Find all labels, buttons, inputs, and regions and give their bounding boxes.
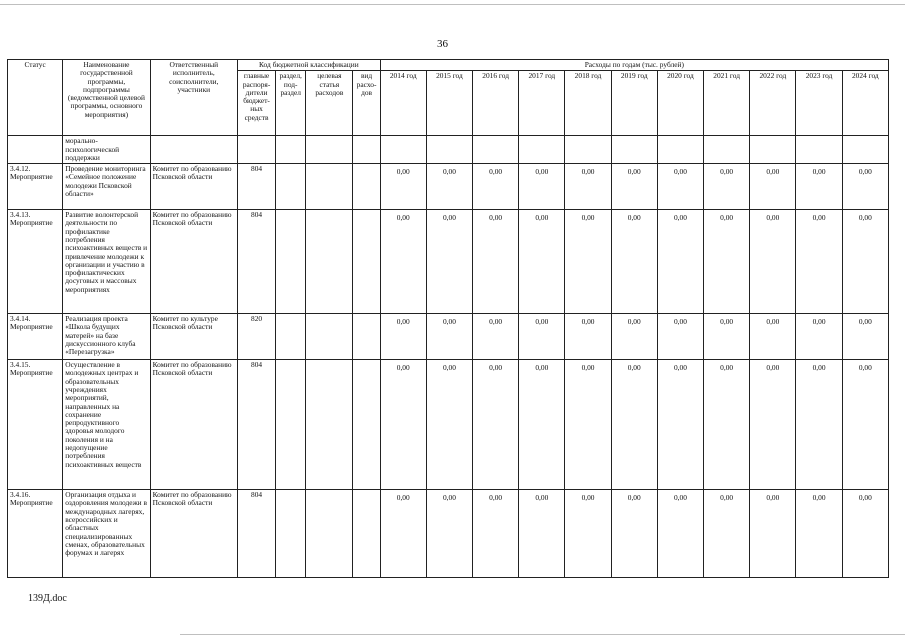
row-value: 0,00	[519, 360, 565, 490]
row-value: 0,00	[380, 314, 426, 360]
header-year: 2024 год	[842, 71, 888, 136]
continuation-name: морально-психологической поддержки	[63, 136, 150, 164]
row-value: 0,00	[380, 164, 426, 210]
row-value: 0,00	[380, 490, 426, 578]
row-value: 0,00	[704, 164, 750, 210]
table-row	[8, 164, 889, 210]
header-executor: Ответственный исполнитель, соисполнители, участники	[150, 60, 237, 136]
row-section	[276, 314, 306, 360]
row-name: Проведение мониторинга «Семейное положение молодежи Псковской области»	[63, 164, 150, 210]
row-value: 0,00	[565, 314, 611, 360]
row-value: 0,00	[426, 360, 472, 490]
row-value: 0,00	[426, 210, 472, 314]
row-value: 0,00	[611, 360, 657, 490]
row-value: 0,00	[473, 210, 519, 314]
row-value: 0,00	[842, 490, 888, 578]
row-value: 0,00	[796, 210, 842, 314]
row-status: 3.4.12. Мероприятие	[8, 164, 63, 210]
row-value: 0,00	[519, 210, 565, 314]
row-executor: Комитет по образованию Псковской области	[150, 490, 237, 578]
row-status: 3.4.16. Мероприятие	[8, 490, 63, 578]
document-filename: 139Д.doc	[28, 593, 67, 604]
row-value: 0,00	[519, 314, 565, 360]
row-value: 0,00	[473, 490, 519, 578]
row-expense-type	[353, 314, 380, 360]
header-year: 2016 год	[473, 71, 519, 136]
row-value: 0,00	[842, 314, 888, 360]
row-value: 0,00	[519, 490, 565, 578]
header-year: 2020 год	[657, 71, 703, 136]
row-name: Осуществление в молодежных центрах и образовательных учреждениях мероприятий, направленных на сохранение репродуктивного здоровья молодого поколения и на недопущение потребления психоактивных веществ	[63, 360, 150, 490]
row-value: 0,00	[842, 360, 888, 490]
row-value: 0,00	[750, 314, 796, 360]
row-name: Развитие волонтерской деятельности по профилактике потребления психоактивных веществ и привлечение молодежи к организации и участию в профилактических досуговых и массовых мероприятиях	[63, 210, 150, 314]
row-value: 0,00	[750, 164, 796, 210]
row-value: 0,00	[611, 210, 657, 314]
header-year: 2017 год	[519, 71, 565, 136]
header-year: 2023 год	[796, 71, 842, 136]
row-target-article	[306, 490, 353, 578]
row-value: 0,00	[380, 210, 426, 314]
row-status: 3.4.15. Мероприятие	[8, 360, 63, 490]
row-executor: Комитет по культуре Псковской области	[150, 314, 237, 360]
row-expense-type	[353, 210, 380, 314]
row-value: 0,00	[565, 490, 611, 578]
row-value: 0,00	[704, 490, 750, 578]
row-value: 0,00	[704, 210, 750, 314]
row-value: 0,00	[426, 314, 472, 360]
row-grbs: 804	[237, 210, 275, 314]
table-row	[8, 360, 889, 490]
row-value: 0,00	[842, 210, 888, 314]
row-grbs: 804	[237, 360, 275, 490]
header-year: 2018 год	[565, 71, 611, 136]
row-value: 0,00	[426, 164, 472, 210]
row-value: 0,00	[796, 490, 842, 578]
row-value: 0,00	[750, 210, 796, 314]
row-value: 0,00	[704, 314, 750, 360]
row-value: 0,00	[657, 314, 703, 360]
row-status: 3.4.14. Мероприятие	[8, 314, 63, 360]
row-executor: Комитет по образованию Псковской области	[150, 360, 237, 490]
continuation-row	[8, 136, 889, 164]
budget-table	[7, 59, 889, 578]
row-value: 0,00	[657, 164, 703, 210]
header-year: 2021 год	[704, 71, 750, 136]
row-section	[276, 360, 306, 490]
row-grbs: 804	[237, 164, 275, 210]
row-status: 3.4.13. Мероприятие	[8, 210, 63, 314]
row-value: 0,00	[473, 164, 519, 210]
scan-edge-bottom	[180, 634, 905, 635]
header-budget-code: Код бюджетной классификации	[237, 60, 380, 71]
row-expense-type	[353, 164, 380, 210]
row-target-article	[306, 360, 353, 490]
row-value: 0,00	[611, 164, 657, 210]
header-year: 2022 год	[750, 71, 796, 136]
row-value: 0,00	[380, 360, 426, 490]
row-value: 0,00	[796, 164, 842, 210]
header-expense-type: вид расхо-дов	[353, 71, 380, 136]
row-value: 0,00	[426, 490, 472, 578]
header-year: 2015 год	[426, 71, 472, 136]
header-target-article: целевая статья расходов	[306, 71, 353, 136]
row-target-article	[306, 314, 353, 360]
header-year: 2014 год	[380, 71, 426, 136]
row-section	[276, 210, 306, 314]
scan-edge-top	[0, 4, 905, 5]
header-year: 2019 год	[611, 71, 657, 136]
table-row	[8, 210, 889, 314]
row-value: 0,00	[519, 164, 565, 210]
header-name: Наименование государственной программы, подпрограммы (ведомственной целевой программы, основного мероприятия)	[63, 60, 150, 136]
row-value: 0,00	[842, 164, 888, 210]
row-value: 0,00	[796, 360, 842, 490]
header-section: раздел, под-раздел	[276, 71, 306, 136]
row-name: Реализация проекта «Школа будущих матерей» на базе дискуссионного клуба «Перезагрузка»	[63, 314, 150, 360]
row-value: 0,00	[657, 360, 703, 490]
row-value: 0,00	[565, 210, 611, 314]
row-value: 0,00	[565, 164, 611, 210]
row-expense-type	[353, 360, 380, 490]
row-executor: Комитет по образованию Псковской области	[150, 164, 237, 210]
row-value: 0,00	[473, 360, 519, 490]
row-value: 0,00	[704, 360, 750, 490]
row-value: 0,00	[611, 490, 657, 578]
table-row	[8, 490, 889, 578]
header-status: Статус	[8, 60, 63, 136]
row-value: 0,00	[565, 360, 611, 490]
row-value: 0,00	[750, 360, 796, 490]
row-target-article	[306, 210, 353, 314]
row-section	[276, 490, 306, 578]
row-value: 0,00	[473, 314, 519, 360]
row-section	[276, 164, 306, 210]
row-value: 0,00	[657, 490, 703, 578]
row-name: Организация отдыха и оздоровления молодежи в международных лагерях, всероссийских и областных специализированных сменах, образовательных форумах и лагерях	[63, 490, 150, 578]
row-target-article	[306, 164, 353, 210]
row-grbs: 820	[237, 314, 275, 360]
header-grbs: главные распоря-дители бюджет-ных средств	[237, 71, 275, 136]
row-executor: Комитет по образованию Псковской области	[150, 210, 237, 314]
table-row	[8, 314, 889, 360]
row-value: 0,00	[750, 490, 796, 578]
row-expense-type	[353, 490, 380, 578]
row-grbs: 804	[237, 490, 275, 578]
row-value: 0,00	[657, 210, 703, 314]
row-value: 0,00	[611, 314, 657, 360]
page-number: 36	[437, 38, 448, 50]
header-expenses: Расходы по годам (тыс. рублей)	[380, 60, 888, 71]
row-value: 0,00	[796, 314, 842, 360]
